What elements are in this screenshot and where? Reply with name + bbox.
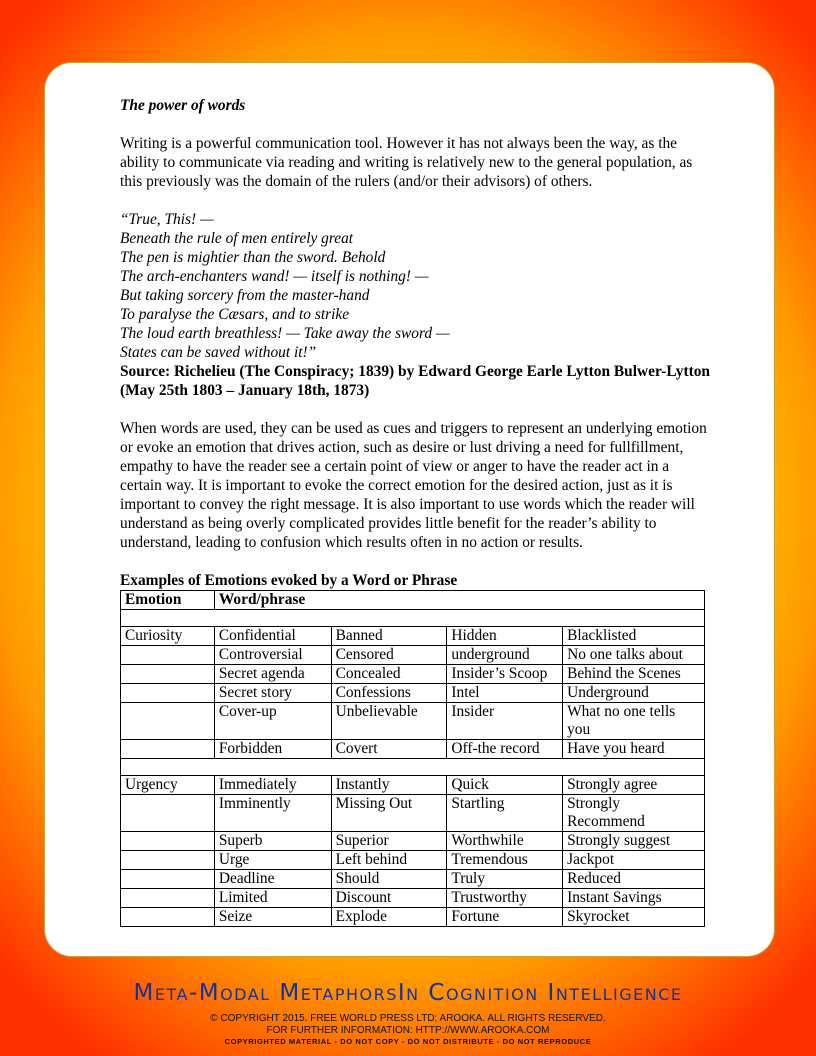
table-row (121, 646, 705, 665)
poem-line: The pen is mightier than the sword. Behold (120, 249, 386, 266)
emotion-cell (121, 870, 215, 889)
table-row (121, 851, 705, 870)
word-cell: Quick (447, 776, 563, 795)
body-paragraph: When words are used, they can be used as cues and triggers to represent an underlying emotion or evoke an emotion that drives action, such as desire or lust driving a need for fullfillment, empathy to have the reader see a certain point of view or anger to have the reader act in a certain way. It is important to evoke the correct emotion for the desired action, just as it is important to convey the right message. It is also important to use words which the reader will understand as being overly complicated provides little benefit for the reader’s ability to understand, leading to confusion which results often in no action or results. (120, 420, 707, 551)
blank-cell (121, 610, 705, 627)
emotion-cell: Curiosity (121, 627, 215, 646)
emotion-cell: Urgency (121, 776, 215, 795)
word-cell: Fortune (447, 908, 563, 927)
word-cell: No one talks about (563, 646, 705, 665)
word-cell: Jackpot (563, 851, 705, 870)
word-cell: Imminently (214, 795, 331, 832)
word-cell: Reduced (563, 870, 705, 889)
word-cell: Banned (331, 627, 447, 646)
word-cell: Urge (214, 851, 331, 870)
spacer (120, 552, 710, 571)
word-cell: Discount (331, 889, 447, 908)
emotion-cell (121, 908, 215, 927)
emotion-cell (121, 832, 215, 851)
word-cell: Limited (214, 889, 331, 908)
emotion-cell (121, 889, 215, 908)
header-emotion: Emotion (121, 591, 215, 610)
word-cell: Trustworthy (447, 889, 563, 908)
emotion-cell (121, 646, 215, 665)
word-cell: Strongly agree (563, 776, 705, 795)
word-cell: Missing Out (331, 795, 447, 832)
emotion-cell (121, 795, 215, 832)
word-cell: Superb (214, 832, 331, 851)
emotion-cell (121, 665, 215, 684)
table-row (121, 908, 705, 927)
blank-cell (121, 759, 705, 776)
word-cell: Seize (214, 908, 331, 927)
word-cell: Unbelievable (331, 703, 447, 740)
word-cell: Censored (331, 646, 447, 665)
word-cell: Forbidden (214, 740, 331, 759)
word-cell: Intel (447, 684, 563, 703)
document-content (120, 96, 710, 927)
emotion-cell (121, 740, 215, 759)
intro-paragraph: Writing is a powerful communication tool. However it has not always been the way, as the ability to communicate via reading and writing is relatively new to the general population, as this previously was the domain of the rulers (and/or their advisors) of others. (120, 135, 693, 190)
poem-line: “True, This! — (120, 211, 214, 228)
poem-line: States can be saved without it!” (120, 344, 317, 361)
article-title: The power of words (120, 97, 246, 114)
info-line: FOR FURTHER INFORMATION: HTTP://WWW.AROOKA.COM (266, 1025, 550, 1036)
blank-row (121, 759, 705, 776)
word-cell: Underground (563, 684, 705, 703)
table-row (121, 684, 705, 703)
table-row (121, 740, 705, 759)
word-cell: Tremendous (447, 851, 563, 870)
word-cell: Behind the Scenes (563, 665, 705, 684)
header-word-phrase: Word/phrase (214, 591, 704, 610)
word-cell: Deadline (214, 870, 331, 889)
word-cell: Instant Savings (563, 889, 705, 908)
word-cell: Left behind (331, 851, 447, 870)
word-cell: Truly (447, 870, 563, 889)
quote-source: Source: Richelieu (The Conspiracy; 1839) by Edward George Earle Lytton Bulwer-Lytton (May 25th 1803 – January 18th, 1873) (120, 363, 710, 399)
copyright-line: © COPYRIGHT 2015. FREE WORLD PRESS LTD; AROOKA. ALL RIGHTS RESERVED. (210, 1013, 606, 1024)
table-row (121, 832, 705, 851)
table-row (121, 870, 705, 889)
word-cell: Secret story (214, 684, 331, 703)
poem-line: To paralyse the Cæsars, and to strike (120, 306, 350, 323)
word-cell: Insider (447, 703, 563, 740)
word-cell: Strongly suggest (563, 832, 705, 851)
word-cell: Have you heard (563, 740, 705, 759)
blank-row (121, 610, 705, 627)
word-cell: Startling (447, 795, 563, 832)
notice-line: COPYRIGHTED MATERIAL - DO NOT COPY - DO NOT DISTRIBUTE - DO NOT REPRODUCE (224, 1037, 592, 1046)
word-cell: underground (447, 646, 563, 665)
word-cell: Superior (331, 832, 447, 851)
emotion-cell (121, 851, 215, 870)
word-cell: Confessions (331, 684, 447, 703)
table-row (121, 889, 705, 908)
word-cell: Insider’s Scoop (447, 665, 563, 684)
table-header-row (121, 591, 705, 610)
word-cell: Controversial (214, 646, 331, 665)
emotion-cell (121, 684, 215, 703)
emotion-cell (121, 703, 215, 740)
word-cell: Hidden (447, 627, 563, 646)
table-row (121, 703, 705, 740)
emotion-table (120, 590, 705, 927)
word-cell: What no one tells you (563, 703, 705, 740)
word-cell: Worthwhile (447, 832, 563, 851)
word-cell: Concealed (331, 665, 447, 684)
word-cell: Secret agenda (214, 665, 331, 684)
word-cell: Covert (331, 740, 447, 759)
word-cell: Strongly Recommend (563, 795, 705, 832)
table-row (121, 627, 705, 646)
table-row (121, 665, 705, 684)
word-cell: Explode (331, 908, 447, 927)
footer-title: Meta-Modal MetaphorsIn Cognition Intelligence (133, 980, 683, 1006)
word-cell: Off-the record (447, 740, 563, 759)
poem-line: Beneath the rule of men entirely great (120, 230, 354, 247)
spacer (120, 191, 710, 210)
poem-line: The arch-enchanters wand! — itself is nothing! — (120, 268, 429, 285)
word-cell: Blacklisted (563, 627, 705, 646)
word-cell: Confidential (214, 627, 331, 646)
word-cell: Cover-up (214, 703, 331, 740)
poem-line: But taking sorcery from the master-hand (120, 287, 370, 304)
spacer (120, 115, 710, 134)
table-row (121, 776, 705, 795)
poem-quote (120, 210, 710, 362)
word-cell: Immediately (214, 776, 331, 795)
word-cell: Skyrocket (563, 908, 705, 927)
word-cell: Should (331, 870, 447, 889)
spacer (120, 400, 710, 419)
table-title: Examples of Emotions evoked by a Word or Phrase (120, 572, 458, 589)
word-cell: Instantly (331, 776, 447, 795)
table-body (121, 610, 705, 927)
poem-line: The loud earth breathless! — Take away the sword — (120, 325, 450, 342)
table-row (121, 795, 705, 832)
